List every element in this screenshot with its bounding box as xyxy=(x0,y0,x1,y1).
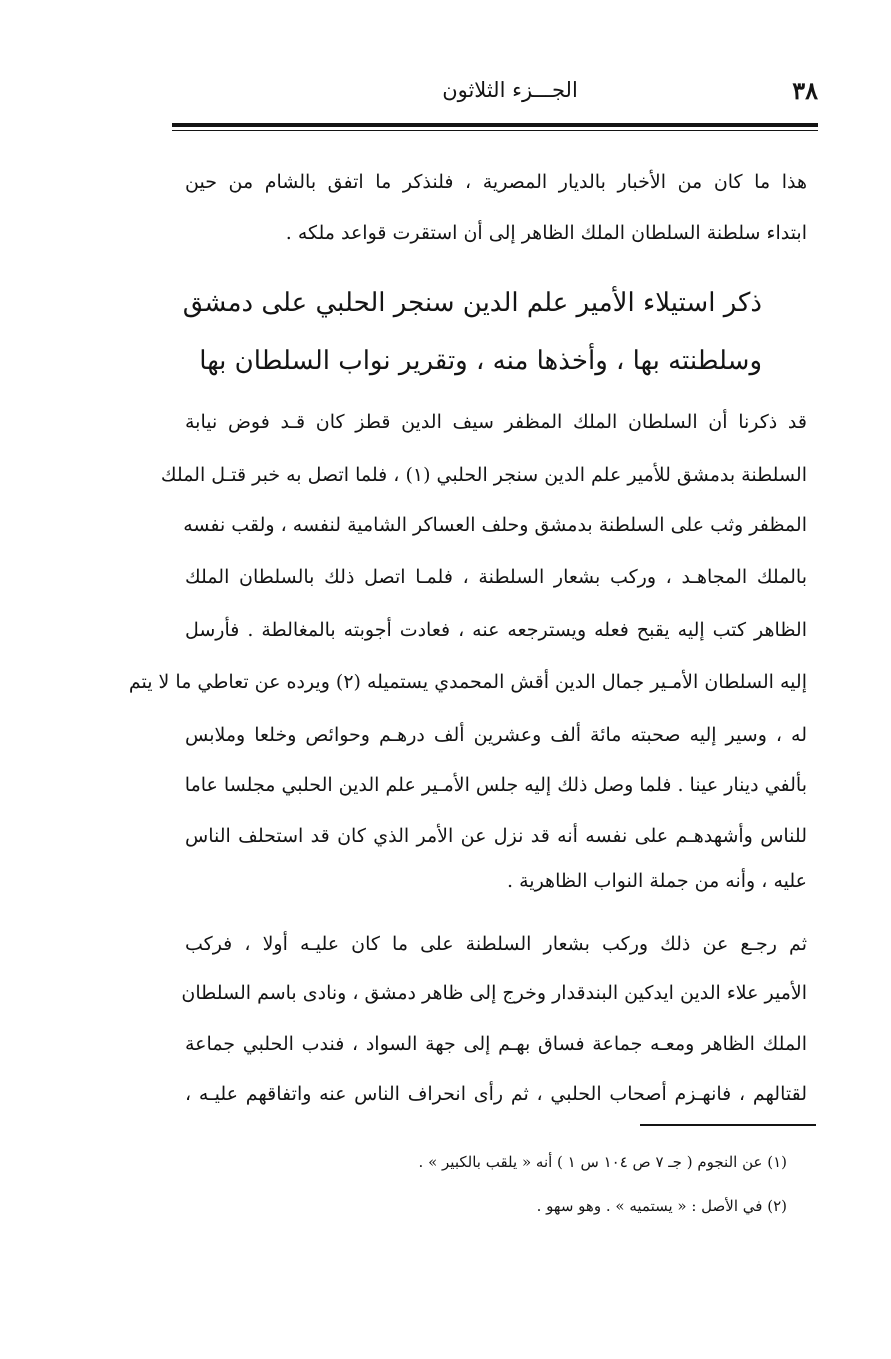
paragraph-line: لقتالهم ، فانهـزم أصحاب الحلبي ، ثم رأى انحراف الناس عنه واتفاقهم عليـه ، xyxy=(185,1083,807,1105)
paragraph-line: السلطنة بدمشق للأمير علم الدين سنجر الحلبي (١) ، فلما اتصل به خبر قتـل الملك xyxy=(160,464,807,486)
paragraph-line: الملك الظاهر ومعـه جماعة فساق بهـم إلى جهة السواد ، فندب الحلبي جماعة xyxy=(185,1033,807,1055)
footnote: (٢) في الأصل : « يستميه » . وهو سهو . xyxy=(536,1197,787,1215)
intro-line: هذا ما كان من الأخبار بالديار المصرية ، فلنذكر ما اتفق بالشام من حين xyxy=(185,171,807,193)
header-rule xyxy=(172,123,818,127)
paragraph-line: الأمير علاء الدين ايدكين البندقدار وخرج إلى ظاهر دمشق ، ونادى باسم السلطان xyxy=(181,982,807,1004)
paragraph-line: الظاهر كتب إليه يقبح فعله ويسترجعه عنه ، فعادت أجوبته بالمغالطة . فأرسل xyxy=(185,619,807,641)
paragraph-line: إليه السلطان الأمـير جمال الدين أقش المحمدي يستميله (٢) ويرده عن تعاطي ما لا يتم xyxy=(128,671,807,693)
header-rule-thin xyxy=(172,130,818,131)
page-header xyxy=(172,70,818,122)
section-heading-line: ذكر استيلاء الأمير علم الدين سنجر الحلبي على دمشق xyxy=(182,288,762,318)
paragraph-line: للناس وأشهدهـم على نفسه أنه قد نزل عن الأمر الذي كان قد استحلف الناس xyxy=(185,825,807,847)
paragraph-line: بالملك المجاهـد ، وركب بشعار السلطنة ، فلمـا اتصل ذلك بالسلطان الملك xyxy=(185,566,807,588)
running-title: الجـــزء الثلاثون xyxy=(442,78,578,102)
page-number: ٣٨ xyxy=(792,76,818,105)
paragraph-line: المظفر وثب على السلطنة بدمشق وحلف العساكر الشامية لنفسه ، ولقب نفسه xyxy=(183,514,807,536)
intro-line: ابتداء سلطنة السلطان الملك الظاهر إلى أن استقرت قواعد ملكه . xyxy=(285,222,807,244)
footnote-rule xyxy=(640,1124,816,1126)
paragraph-line: ثم رجـع عن ذلك وركب بشعار السلطنة على ما كان عليـه أولا ، فركب xyxy=(185,933,807,955)
paragraph-line: قد ذكرنا أن السلطان الملك المظفر سيف الدين قطز كان قـد فوض نيابة xyxy=(185,411,807,433)
footnote: (١) عن النجوم ( جـ ٧ ص ١٠٤ س ١ ) أنه « يلقب بالكبير » . xyxy=(418,1153,787,1171)
section-heading-line: وسلطنته بها ، وأخذها منه ، وتقرير نواب السلطان بها xyxy=(199,346,762,376)
paragraph-line: له ، وسير إليه صحبته مائة ألف وعشرين ألف درهـم وحوائص وخلعا وملابس xyxy=(185,724,807,746)
paragraph-line: بألفي دينار عينا . فلما وصل ذلك إليه جلس الأمـير علم الدين الحلبي مجلسا عاما xyxy=(184,774,807,796)
paragraph-line: عليه ، وأنه من جملة النواب الظاهرية . xyxy=(507,870,807,892)
